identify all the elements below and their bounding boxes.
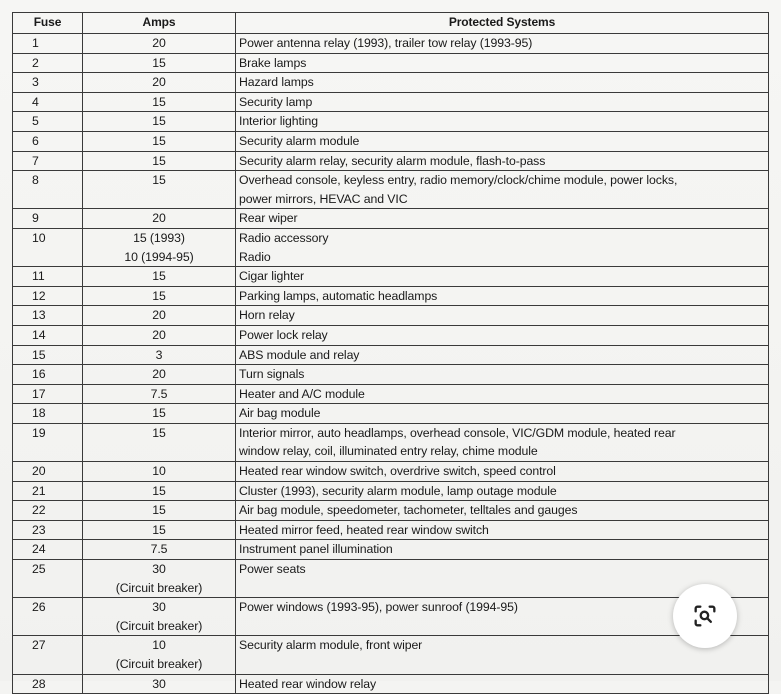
protected-system-text: Power seats — [239, 562, 306, 577]
table-row — [13, 53, 769, 73]
amps-cell — [83, 501, 236, 521]
fuse-number: 19 — [13, 423, 83, 461]
table-header — [13, 13, 769, 34]
amps-value: 7.5 — [150, 542, 168, 557]
amps-value: 15 — [152, 503, 166, 518]
table-row — [13, 34, 769, 54]
fuse-number: 4 — [13, 92, 83, 112]
amps-value: 30 — [152, 600, 166, 615]
fuse-number: 5 — [13, 112, 83, 132]
protected-system-text: Brake lamps — [239, 55, 307, 70]
amps-cell — [83, 92, 236, 112]
table-row — [13, 131, 769, 151]
amps-value: 15 — [152, 483, 166, 498]
protected-systems-cell — [236, 325, 769, 345]
amps-cell — [83, 423, 236, 461]
fuse-number: 28 — [13, 674, 83, 694]
table-row — [13, 306, 769, 326]
protected-systems-cell — [236, 423, 769, 461]
protected-systems-cell — [236, 674, 769, 694]
fuse-number: 11 — [13, 267, 83, 287]
amps-cell — [83, 151, 236, 171]
protected-system-text: Cigar lighter — [239, 269, 304, 284]
protected-systems-cell — [236, 267, 769, 287]
protected-system-text: Turn signals — [239, 367, 305, 382]
protected-systems-cell — [236, 520, 769, 540]
protected-system-text: Heated mirror feed, heated rear window switch — [239, 522, 489, 537]
protected-systems-cell — [236, 209, 769, 229]
protected-systems-cell — [236, 92, 769, 112]
amps-cell — [83, 345, 236, 365]
amps-value: 15 — [152, 173, 166, 188]
protected-systems-cell — [236, 384, 769, 404]
amps-cell — [83, 228, 236, 266]
fuse-number: 8 — [13, 171, 83, 209]
protected-systems-cell — [236, 53, 769, 73]
amps-value: 20 — [152, 308, 166, 323]
amps-value: 15 — [152, 133, 166, 148]
amps-value: 15 — [152, 288, 166, 303]
fuse-number: 9 — [13, 209, 83, 229]
table-row — [13, 540, 769, 560]
protected-system-text: Power lock relay — [239, 327, 328, 342]
protected-system-text: Security alarm relay, security alarm module, flash-to-pass — [239, 153, 546, 168]
fuse-number: 13 — [13, 306, 83, 326]
protected-systems-cell — [236, 540, 769, 560]
protected-system-text: Horn relay — [239, 308, 295, 323]
header-protected-systems: Protected Systems — [236, 13, 769, 34]
fuse-number: 24 — [13, 540, 83, 560]
amps-value: 30 — [152, 562, 166, 577]
amps-cell — [83, 462, 236, 482]
amps-cell — [83, 520, 236, 540]
table-row — [13, 228, 769, 266]
amps-cell — [83, 674, 236, 694]
fuse-number: 26 — [13, 598, 83, 636]
amps-value: 20 — [152, 75, 166, 90]
protected-systems-cell — [236, 365, 769, 385]
amps-value: (Circuit breaker) — [115, 580, 203, 595]
amps-value: 30 — [152, 676, 166, 691]
fuse-number: 22 — [13, 501, 83, 521]
protected-system-text: power mirrors, HEVAC and VIC — [239, 191, 408, 206]
amps-value: 10 (1994-95) — [124, 249, 194, 264]
fuse-number: 16 — [13, 365, 83, 385]
amps-value: 3 — [155, 347, 163, 362]
amps-value: 15 — [152, 55, 166, 70]
table-row — [13, 345, 769, 365]
protected-system-text: Instrument panel illumination — [239, 542, 393, 557]
amps-value: 20 — [152, 327, 166, 342]
fuse-number: 6 — [13, 131, 83, 151]
table-row — [13, 423, 769, 461]
amps-cell — [83, 131, 236, 151]
amps-cell — [83, 306, 236, 326]
protected-systems-cell — [236, 501, 769, 521]
protected-system-text: Security lamp — [239, 94, 313, 109]
protected-systems-cell — [236, 34, 769, 54]
protected-systems-cell — [236, 462, 769, 482]
protected-system-text: Hazard lamps — [239, 75, 314, 90]
table-row — [13, 112, 769, 132]
amps-cell — [83, 73, 236, 93]
protected-system-text: Rear wiper — [239, 211, 298, 226]
table-row — [13, 598, 769, 636]
amps-value: 15 — [152, 425, 166, 440]
amps-cell — [83, 171, 236, 209]
table-row — [13, 73, 769, 93]
table-row — [13, 365, 769, 385]
protected-systems-cell — [236, 151, 769, 171]
amps-cell — [83, 481, 236, 501]
amps-cell — [83, 384, 236, 404]
amps-value: (Circuit breaker) — [115, 657, 203, 671]
table-row — [13, 151, 769, 171]
protected-system-text: Radio accessory — [239, 230, 329, 245]
amps-cell — [83, 598, 236, 636]
table-row — [13, 92, 769, 112]
amps-value: 15 — [152, 269, 166, 284]
fuse-number: 17 — [13, 384, 83, 404]
protected-systems-cell — [236, 345, 769, 365]
protected-systems-cell — [236, 404, 769, 424]
table-row — [13, 171, 769, 209]
fuse-number: 1 — [13, 34, 83, 54]
fuse-number: 20 — [13, 462, 83, 482]
protected-system-text: Heated rear window switch, overdrive switch, speed control — [239, 464, 556, 479]
amps-cell — [83, 560, 236, 598]
header-fuse: Fuse — [13, 13, 83, 34]
amps-value: 15 — [152, 522, 166, 537]
protected-systems-cell — [236, 286, 769, 306]
protected-system-text: Air bag module — [239, 406, 321, 421]
protected-system-text: Power antenna relay (1993), trailer tow relay (1993-95) — [239, 36, 533, 50]
protected-system-text: ABS module and relay — [239, 347, 360, 362]
amps-value: 10 — [152, 638, 166, 653]
protected-system-text: Interior mirror, auto headlamps, overhead console, VIC/GDM module, heated rear — [239, 425, 676, 440]
table-row — [13, 481, 769, 501]
amps-cell — [83, 209, 236, 229]
amps-cell — [83, 267, 236, 287]
protected-system-text: Overhead console, keyless entry, radio memory/clock/chime module, power locks, — [239, 173, 678, 188]
amps-value: 7.5 — [150, 386, 168, 401]
table-row — [13, 325, 769, 345]
fuse-number: 15 — [13, 345, 83, 365]
protected-system-text: Security alarm module — [239, 133, 360, 148]
amps-value: 15 (1993) — [133, 230, 185, 245]
amps-cell — [83, 636, 236, 674]
protected-system-text: Heated rear window relay — [239, 676, 377, 691]
amps-value: 15 — [152, 406, 166, 421]
table-row — [13, 520, 769, 540]
amps-cell — [83, 112, 236, 132]
fuse-number: 14 — [13, 325, 83, 345]
fuse-number: 23 — [13, 520, 83, 540]
table-row — [13, 674, 769, 694]
amps-cell — [83, 540, 236, 560]
amps-value: 10 — [152, 464, 166, 479]
amps-cell — [83, 325, 236, 345]
table-row — [13, 462, 769, 482]
protected-system-text: Radio — [239, 249, 271, 264]
protected-systems-cell — [236, 112, 769, 132]
amps-value: 15 — [152, 94, 166, 109]
protected-system-text: Interior lighting — [239, 114, 318, 129]
protected-system-text: Cluster (1993), security alarm module, lamp outage module — [239, 483, 557, 498]
amps-value: 20 — [152, 367, 166, 382]
amps-cell — [83, 286, 236, 306]
protected-systems-cell — [236, 481, 769, 501]
table-row — [13, 560, 769, 598]
amps-cell — [83, 34, 236, 54]
table-row — [13, 384, 769, 404]
fuse-table — [12, 12, 769, 694]
protected-systems-cell — [236, 73, 769, 93]
protected-systems-cell — [236, 171, 769, 209]
table-row — [13, 267, 769, 287]
amps-cell — [83, 404, 236, 424]
fuse-number: 3 — [13, 73, 83, 93]
amps-value: 20 — [152, 211, 166, 226]
amps-cell — [83, 365, 236, 385]
protected-systems-cell — [236, 306, 769, 326]
fuse-number: 18 — [13, 404, 83, 424]
table-row — [13, 286, 769, 306]
header-amps: Amps — [83, 13, 236, 34]
header-row — [13, 13, 769, 34]
amps-value: (Circuit breaker) — [115, 618, 203, 633]
fuse-number: 10 — [13, 228, 83, 266]
amps-value: 15 — [152, 114, 166, 129]
protected-systems-cell — [236, 131, 769, 151]
fuse-number: 7 — [13, 151, 83, 171]
protected-system-text: Parking lamps, automatic headlamps — [239, 288, 438, 303]
amps-value: 20 — [152, 36, 166, 50]
protected-system-text: Heater and A/C module — [239, 386, 365, 401]
protected-systems-cell — [236, 228, 769, 266]
protected-system-text: window relay, coil, illuminated entry relay, chime module — [239, 444, 538, 459]
fuse-number: 27 — [13, 636, 83, 674]
table-row — [13, 209, 769, 229]
protected-system-text: Security alarm module, front wiper — [239, 638, 423, 653]
fuse-number: 12 — [13, 286, 83, 306]
fuse-number: 21 — [13, 481, 83, 501]
table-row — [13, 636, 769, 674]
table-row — [13, 404, 769, 424]
fuse-number: 25 — [13, 560, 83, 598]
amps-value: 15 — [152, 153, 166, 168]
table-row — [13, 501, 769, 521]
amps-cell — [83, 53, 236, 73]
fuse-number: 2 — [13, 53, 83, 73]
visual-search-button[interactable] — [673, 584, 737, 648]
image-search-icon — [691, 602, 719, 630]
table-body — [13, 34, 769, 694]
protected-system-text: Air bag module, speedometer, tachometer, telltales and gauges — [239, 503, 578, 518]
protected-system-text: Power windows (1993-95), power sunroof (1994-95) — [239, 600, 518, 615]
